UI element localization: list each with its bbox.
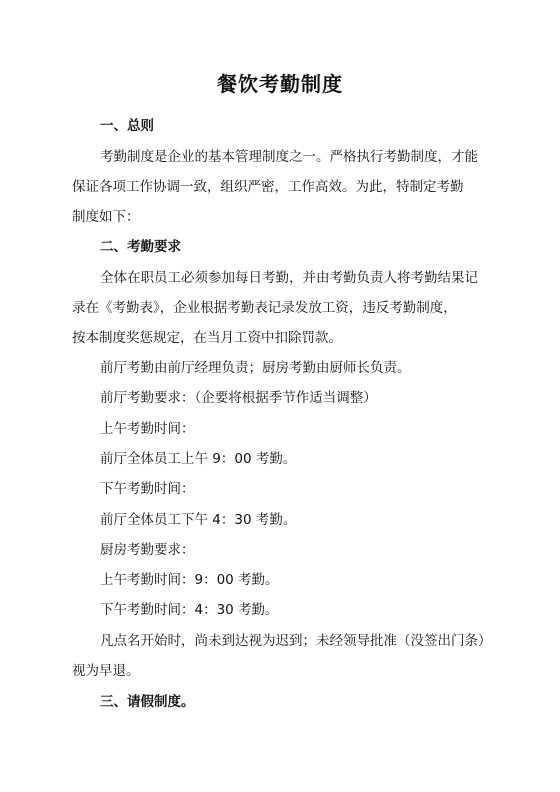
section-heading-general: 一、总则: [100, 118, 154, 134]
paragraph-line: 录在《考勤表》，企业根据考勤表记录发放工资，违反考勤制度，: [72, 300, 457, 316]
paragraph-line: 凡点名开始时，尚未到达视为迟到；未经领导批准（没签出门条）: [100, 633, 492, 649]
paragraph-line: 按本制度奖惩规定，在当月工资中扣除罚款。: [72, 330, 342, 346]
paragraph-line: 视为早退。: [72, 663, 140, 679]
document-title: 餐饮考勤制度: [217, 72, 343, 96]
paragraph-line: 前厅全体员工上午 9：00 考勤。: [100, 451, 297, 467]
paragraph-line: 考勤制度是企业的基本管理制度之一。严格执行考勤制度，才能: [100, 149, 478, 165]
paragraph-line: 前厅考勤由前厅经理负责；厨房考勤由厨师长负责。: [100, 360, 411, 376]
paragraph-line: 下午考勤时间：: [100, 481, 195, 497]
section-heading-requirements: 二、考勤要求: [100, 239, 181, 255]
paragraph-line: 厨房考勤要求：: [100, 542, 195, 558]
paragraph-line: 全体在职员工必须参加每日考勤，并由考勤负责人将考勤结果记: [100, 270, 478, 286]
paragraph-line: 上午考勤时间：9：00 考勤。: [100, 572, 279, 588]
paragraph-line: 前厅全体员工下午 4：30 考勤。: [100, 512, 297, 528]
paragraph-line: 保证各项工作协调一致，组织严密，工作高效。为此，特制定考勤: [72, 179, 464, 195]
paragraph-line: 上午考勤时间：: [100, 421, 195, 437]
section-heading-leave-policy: 三、请假制度。: [100, 694, 195, 710]
paragraph-line: 制度如下：: [72, 209, 140, 225]
paragraph-line: 前厅考勤要求：（企要将根据季节作适当调整）: [100, 390, 377, 406]
paragraph-line: 下午考勤时间：4：30 考勤。: [100, 602, 279, 618]
